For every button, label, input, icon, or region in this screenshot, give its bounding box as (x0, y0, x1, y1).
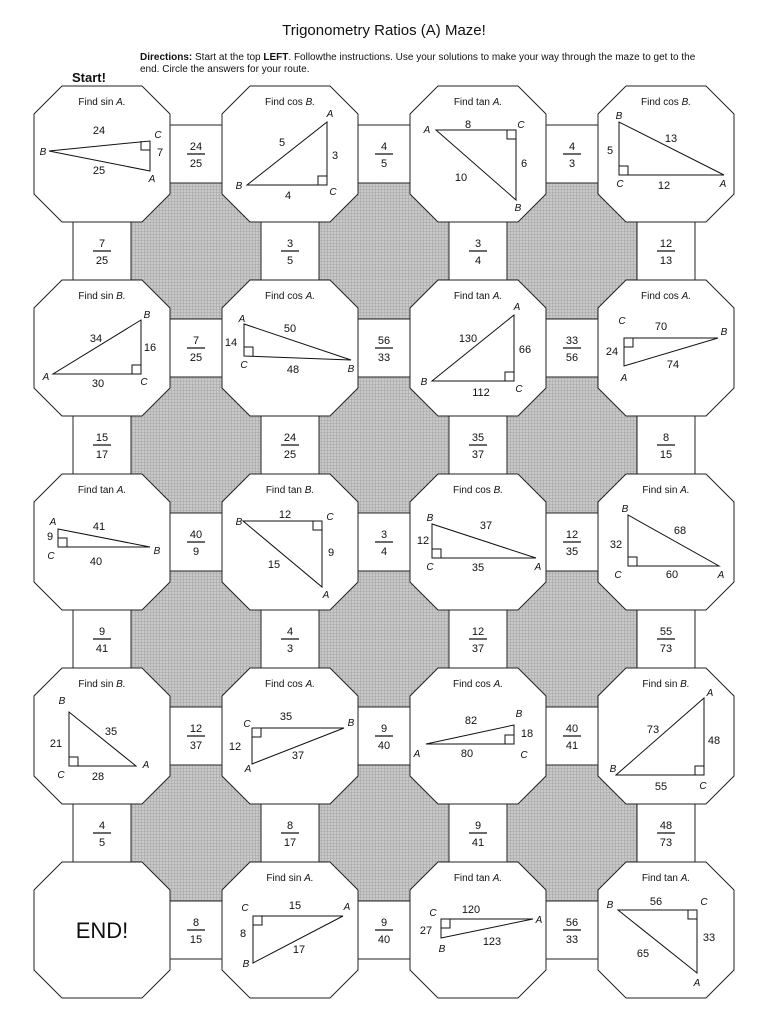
side-label: 17 (292, 944, 306, 956)
side-label: 30 (91, 378, 105, 390)
find-prompt: Find tan A. (453, 873, 503, 884)
side-label: 68 (673, 525, 687, 537)
answer-denominator: 41 (565, 740, 579, 752)
answer-numerator: 12 (189, 723, 203, 735)
answer-numerator: 48 (659, 820, 673, 832)
answer-numerator: 9 (380, 723, 388, 735)
answer-numerator: 12 (565, 529, 579, 541)
answer-denominator: 5 (286, 255, 294, 267)
answer-numerator: 4 (568, 141, 576, 153)
find-prompt: Find cos A. (452, 679, 504, 690)
find-prompt: Find sin A. (78, 97, 126, 108)
side-label: 112 (472, 387, 490, 399)
vertex-label: B (514, 203, 522, 214)
find-prompt: Find sin A. (642, 485, 690, 496)
find-prompt: Find tan A. (453, 291, 503, 302)
directions-text-1: Start at the top (192, 52, 264, 63)
answer-square[interactable] (355, 513, 413, 571)
answer-numerator: 3 (286, 238, 294, 250)
answer-square[interactable] (167, 513, 225, 571)
vertex-label: B (438, 944, 446, 955)
vertex-label: B (606, 900, 614, 911)
vertex-label: A (620, 373, 628, 384)
answer-numerator: 4 (380, 141, 388, 153)
side-label: 15 (288, 900, 302, 912)
side-label: 73 (646, 724, 660, 736)
vertex-label: C (618, 316, 626, 327)
end-cell[interactable] (34, 862, 170, 998)
problem-cell[interactable] (222, 86, 358, 222)
answer-numerator: 12 (471, 626, 485, 638)
side-label: 33 (702, 932, 716, 944)
vertex-label: A (535, 915, 543, 926)
side-label: 41 (92, 521, 106, 533)
vertex-label: A (244, 764, 252, 775)
vertex-label: B (720, 327, 728, 338)
problem-cell[interactable] (222, 474, 358, 610)
problem-cell[interactable] (598, 668, 734, 804)
answer-numerator: 40 (565, 723, 579, 735)
find-prompt: Find cos A. (264, 679, 316, 690)
start-label: Start! (72, 70, 106, 85)
answer-numerator: 24 (283, 432, 297, 444)
side-label: 8 (464, 119, 472, 131)
vertex-label: C (240, 360, 248, 371)
answer-numerator: 24 (189, 141, 203, 153)
vertex-label: C (517, 120, 525, 131)
answer-square[interactable] (73, 416, 131, 474)
vertex-label: C (700, 897, 708, 908)
problem-cell[interactable] (598, 474, 734, 610)
answer-square[interactable] (261, 610, 319, 668)
vertex-label: B (609, 764, 617, 775)
vertex-label: A (343, 902, 351, 913)
answer-square[interactable] (261, 804, 319, 862)
problem-cell[interactable] (222, 862, 358, 998)
answer-numerator: 8 (286, 820, 294, 832)
answer-denominator: 41 (95, 643, 109, 655)
answer-denominator: 5 (380, 158, 388, 170)
answer-numerator: 8 (662, 432, 670, 444)
directions-left-word: LEFT (263, 52, 289, 63)
directions-text-2: . Followthe instructions. Use your solutions to make your way through the maze to get to the end. Circle the answers for your route. (140, 52, 696, 75)
vertex-label: C (616, 179, 624, 190)
side-label: 35 (279, 711, 293, 723)
vertex-label: B (235, 517, 243, 528)
answer-denominator: 56 (565, 352, 579, 364)
problem-cell[interactable] (34, 86, 170, 222)
side-label: 5 (606, 145, 614, 157)
answer-denominator: 5 (98, 837, 106, 849)
side-label: 35 (471, 562, 485, 574)
side-label: 28 (91, 771, 105, 783)
answer-denominator: 25 (95, 255, 109, 267)
page-title: Trigonometry Ratios (A) Maze! (282, 22, 486, 39)
answer-denominator: 35 (565, 546, 579, 558)
answer-square[interactable] (543, 319, 601, 377)
answer-denominator: 73 (659, 837, 673, 849)
problem-cell[interactable] (410, 86, 546, 222)
answer-square[interactable] (543, 513, 601, 571)
vertex-label: A (142, 760, 150, 771)
side-label: 37 (291, 750, 305, 762)
find-prompt: Find tan A. (641, 873, 691, 884)
side-label: 8 (239, 928, 247, 940)
vertex-label: C (241, 903, 249, 914)
problem-cell[interactable] (598, 862, 734, 998)
vertex-label: C (57, 770, 65, 781)
directions-label: Directions: (140, 52, 193, 63)
side-label: 15 (267, 559, 281, 571)
answer-numerator: 8 (192, 917, 200, 929)
answer-numerator: 3 (380, 529, 388, 541)
problem-cell[interactable] (598, 280, 734, 416)
side-label: 24 (605, 346, 619, 358)
answer-denominator: 40 (377, 934, 391, 946)
vertex-label: B (347, 718, 355, 729)
vertex-label: A (719, 179, 727, 190)
side-label: 56 (649, 896, 663, 908)
answer-numerator: 4 (98, 820, 106, 832)
vertex-label: C (429, 908, 437, 919)
vertex-label: A (148, 174, 156, 185)
vertex-label: B (143, 310, 151, 321)
vertex-label: C (614, 570, 622, 581)
answer-denominator: 37 (471, 643, 485, 655)
vertex-label: A (42, 372, 50, 383)
problem-cell[interactable] (34, 280, 170, 416)
answer-denominator: 33 (565, 934, 579, 946)
answer-denominator: 9 (192, 546, 200, 558)
side-label: 18 (520, 728, 534, 740)
side-label: 12 (416, 535, 430, 547)
answer-square[interactable] (355, 319, 413, 377)
vertex-label: C (699, 781, 707, 792)
find-prompt: Find sin A. (266, 873, 314, 884)
vertex-label: B (235, 181, 243, 192)
vertex-label: A (322, 590, 330, 601)
answer-denominator: 25 (189, 158, 203, 170)
vertex-label: C (329, 187, 337, 198)
problem-cell[interactable] (222, 280, 358, 416)
vertex-label: C (326, 512, 334, 523)
answer-numerator: 7 (192, 335, 200, 347)
answer-numerator: 9 (380, 917, 388, 929)
side-label: 40 (89, 556, 103, 568)
answer-denominator: 3 (568, 158, 576, 170)
side-label: 82 (464, 715, 478, 727)
vertex-label: A (717, 570, 725, 581)
side-label: 66 (518, 344, 532, 356)
answer-numerator: 15 (95, 432, 109, 444)
answer-denominator: 13 (659, 255, 673, 267)
vertex-label: C (426, 562, 434, 573)
answer-denominator: 40 (377, 740, 391, 752)
answer-numerator: 9 (98, 626, 106, 638)
answer-numerator: 35 (471, 432, 485, 444)
side-label: 35 (104, 726, 118, 738)
vertex-label: A (238, 314, 246, 325)
vertex-label: B (39, 147, 47, 158)
side-label: 9 (46, 531, 54, 543)
side-label: 13 (664, 133, 678, 145)
vertex-label: B (242, 959, 250, 970)
problem-cell[interactable] (410, 280, 546, 416)
answer-denominator: 25 (189, 352, 203, 364)
answer-square[interactable] (73, 804, 131, 862)
vertex-label: A (706, 688, 714, 699)
side-label: 48 (286, 364, 300, 376)
answer-square[interactable] (637, 610, 695, 668)
answer-denominator: 17 (283, 837, 297, 849)
side-label: 16 (143, 342, 157, 354)
vertex-label: A (423, 125, 431, 136)
side-label: 12 (278, 509, 292, 521)
side-label: 14 (224, 337, 238, 349)
find-prompt: Find cos A. (264, 291, 316, 302)
answer-numerator: 40 (189, 529, 203, 541)
answer-numerator: 7 (98, 238, 106, 250)
answer-square[interactable] (355, 901, 413, 959)
vertex-label: B (347, 364, 355, 375)
side-label: 25 (92, 165, 106, 177)
vertex-label: C (47, 551, 55, 562)
side-label: 24 (92, 125, 106, 137)
answer-numerator: 56 (377, 335, 391, 347)
side-label: 70 (654, 321, 668, 333)
answer-denominator: 3 (286, 643, 294, 655)
side-label: 3 (331, 150, 339, 162)
side-label: 65 (636, 948, 650, 960)
find-prompt: Find cos B. (452, 485, 504, 496)
answer-denominator: 37 (189, 740, 203, 752)
answer-denominator: 4 (474, 255, 482, 267)
answer-square[interactable] (637, 222, 695, 280)
answer-denominator: 37 (471, 449, 485, 461)
vertex-label: C (515, 384, 523, 395)
vertex-label: A (534, 562, 542, 573)
side-label: 6 (520, 158, 528, 170)
vertex-label: C (520, 750, 528, 761)
side-label: 5 (278, 137, 286, 149)
side-label: 10 (454, 172, 468, 184)
vertex-label: B (426, 513, 434, 524)
find-prompt: Find tan A. (453, 97, 503, 108)
answer-square[interactable] (449, 804, 507, 862)
side-label: 120 (461, 904, 481, 916)
side-label: 130 (458, 333, 478, 345)
answer-numerator: 9 (474, 820, 482, 832)
vertex-label: A (693, 978, 701, 989)
find-prompt: Find sin B. (78, 291, 126, 302)
answer-square[interactable] (355, 707, 413, 765)
answer-numerator: 12 (659, 238, 673, 250)
vertex-label: A (49, 517, 57, 528)
side-label: 7 (156, 147, 164, 159)
vertex-label: A (326, 109, 334, 120)
side-label: 60 (665, 569, 679, 581)
vertex-label: C (140, 377, 148, 388)
answer-square[interactable] (355, 125, 413, 183)
find-prompt: Find sin B. (78, 679, 126, 690)
side-label: 27 (419, 925, 433, 937)
vertex-label: C (243, 719, 251, 730)
side-label: 123 (482, 936, 502, 948)
find-prompt: Find tan B. (265, 485, 315, 496)
answer-square[interactable] (543, 125, 601, 183)
answer-square[interactable] (543, 901, 601, 959)
answer-square[interactable] (637, 804, 695, 862)
answer-square[interactable] (167, 707, 225, 765)
find-prompt: Find cos A. (640, 291, 692, 302)
vertex-label: B (515, 709, 523, 720)
side-label: 32 (609, 539, 623, 551)
side-label: 9 (327, 547, 335, 559)
answer-square[interactable] (167, 901, 225, 959)
answer-numerator: 3 (474, 238, 482, 250)
answer-denominator: 17 (95, 449, 109, 461)
answer-square[interactable] (167, 125, 225, 183)
answer-denominator: 33 (377, 352, 391, 364)
side-label: 48 (707, 735, 721, 747)
find-prompt: Find cos B. (264, 97, 316, 108)
answer-numerator: 4 (286, 626, 294, 638)
vertex-label: A (413, 749, 421, 760)
side-label: 55 (654, 781, 668, 793)
answer-square[interactable] (73, 222, 131, 280)
find-prompt: Find cos B. (640, 97, 692, 108)
problem-cell[interactable] (410, 668, 546, 804)
vertex-label: A (513, 302, 521, 313)
vertex-label: B (615, 111, 623, 122)
vertex-label: B (153, 546, 161, 557)
side-label: 80 (460, 748, 474, 760)
side-label: 74 (666, 359, 680, 371)
side-label: 12 (657, 180, 671, 192)
answer-square[interactable] (449, 222, 507, 280)
answer-numerator: 55 (659, 626, 673, 638)
vertex-label: C (154, 130, 162, 141)
answer-numerator: 33 (565, 335, 579, 347)
side-label: 37 (479, 520, 493, 532)
answer-numerator: 56 (565, 917, 579, 929)
answer-square[interactable] (261, 416, 319, 474)
answer-square[interactable] (543, 707, 601, 765)
side-label: 21 (49, 738, 63, 750)
answer-denominator: 15 (189, 934, 203, 946)
vertex-label: B (58, 696, 66, 707)
answer-denominator: 73 (659, 643, 673, 655)
answer-square[interactable] (637, 416, 695, 474)
problem-cell[interactable] (410, 474, 546, 610)
answer-denominator: 15 (659, 449, 673, 461)
answer-square[interactable] (449, 610, 507, 668)
answer-square[interactable] (261, 222, 319, 280)
problem-cell[interactable] (598, 86, 734, 222)
side-label: 4 (284, 190, 292, 202)
problem-cell[interactable] (410, 862, 546, 998)
answer-denominator: 25 (283, 449, 297, 461)
problem-cell[interactable] (34, 668, 170, 804)
answer-square[interactable] (73, 610, 131, 668)
answer-denominator: 41 (471, 837, 485, 849)
find-prompt: Find tan A. (77, 485, 127, 496)
problem-cell[interactable] (34, 474, 170, 610)
problem-cell[interactable] (222, 668, 358, 804)
answer-square[interactable] (167, 319, 225, 377)
answer-denominator: 4 (380, 546, 388, 558)
side-label: 34 (89, 333, 103, 345)
vertex-label: B (420, 377, 428, 388)
side-label: 12 (228, 741, 242, 753)
answer-square[interactable] (449, 416, 507, 474)
side-label: 50 (283, 323, 297, 335)
vertex-label: B (621, 504, 629, 515)
end-label: END! (75, 918, 129, 943)
find-prompt: Find sin B. (642, 679, 690, 690)
